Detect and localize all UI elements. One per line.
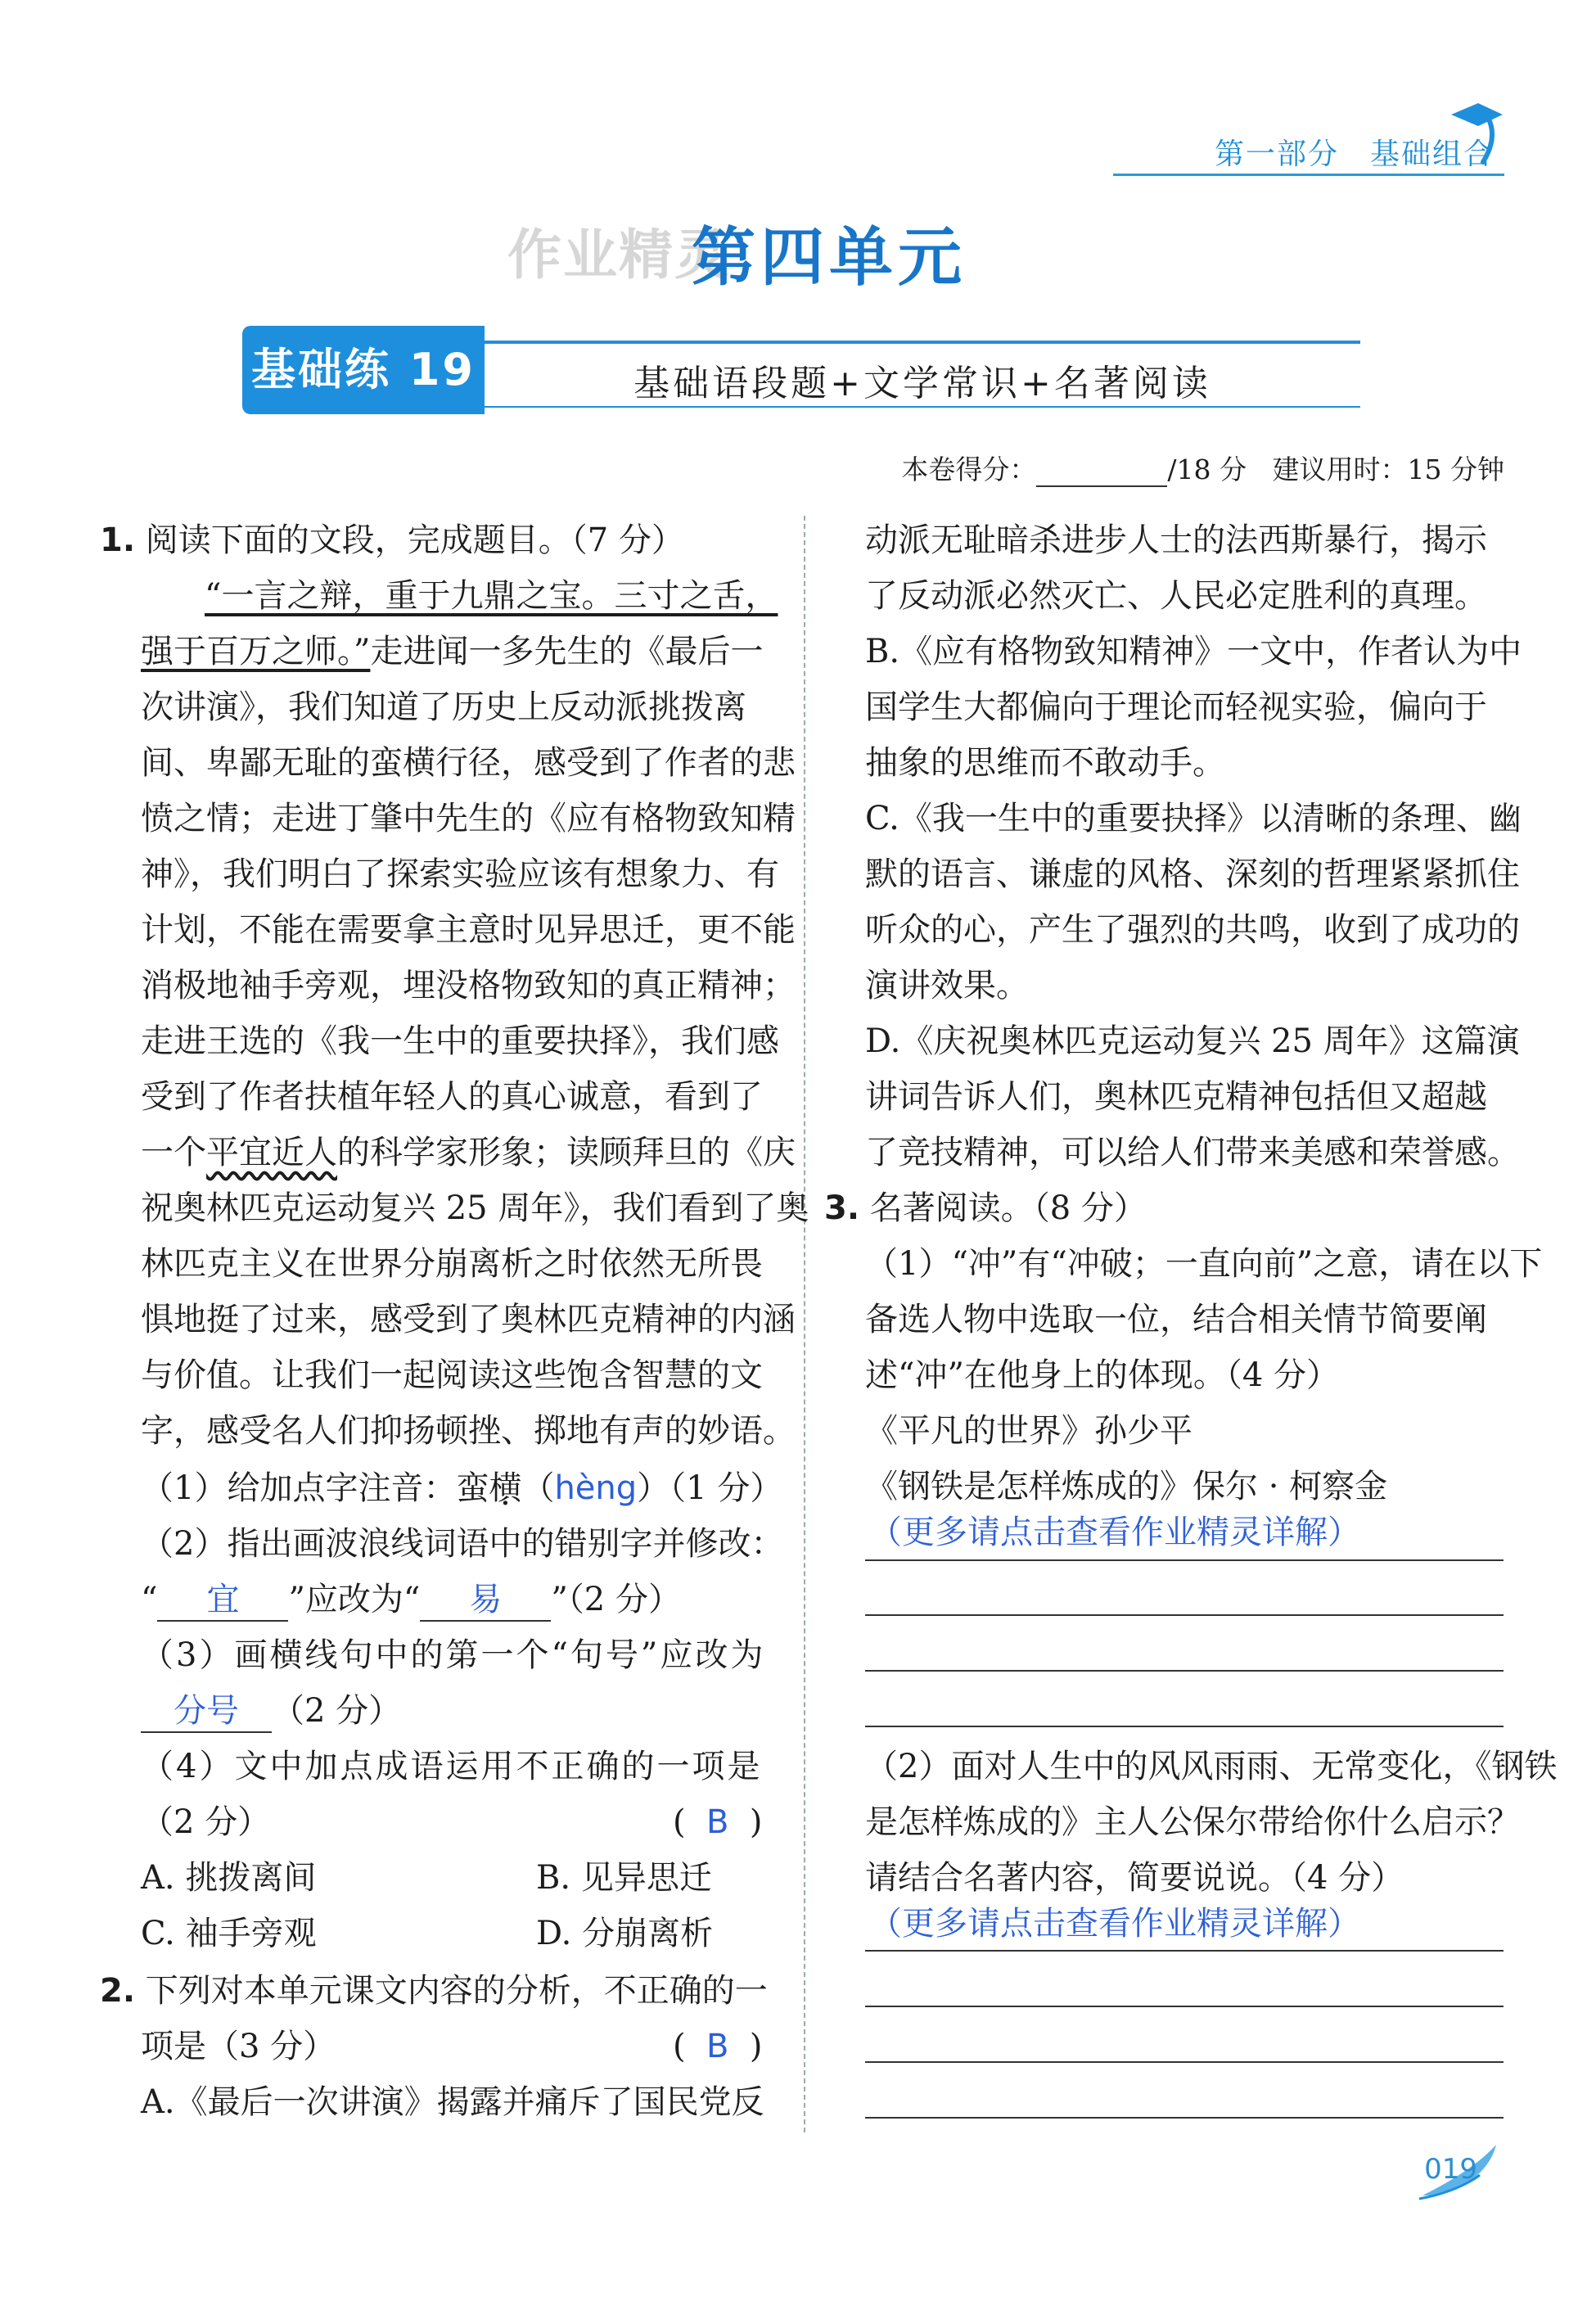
answer-line[interactable] [865, 2061, 1504, 2063]
wavy-underlined-word: 平宜近人 [206, 1134, 337, 1171]
option-b: B.《应有格物致知精神》一文中，作者认为中 [865, 633, 1522, 670]
option-c: C.《我一生中的重要抉择》以清晰的条理、幽 [865, 800, 1522, 837]
score-meta [901, 449, 1504, 487]
answer-line[interactable] [865, 1950, 1504, 1952]
question-1-heading: 1. 阅读下面的文段，完成题目。（7 分） [100, 521, 684, 559]
page-number: 019 [1424, 2153, 1477, 2186]
sub-question-2: （2）指出画波浪线词语中的错别字并修改： [141, 1525, 784, 1563]
question-number: 1. [100, 521, 136, 559]
answer-choice: B [706, 2028, 729, 2065]
question-3-heading: 3. 名著阅读。（8 分） [824, 1189, 1147, 1227]
section-header: 第一部分 基础组合 [1214, 138, 1495, 171]
option-d: D.《庆祝奥林匹克运动复兴 25 周年》这篇演 [865, 1022, 1520, 1060]
sub-question-1: （1）给加点字注音：蛮横（hèng）（1 分） [141, 1469, 783, 1507]
passage-line: 强于百万之师。”走进闻一多先生的《最后一 [141, 633, 764, 670]
sub-question-1-continued: 述“冲”在他身上的体现。（4 分） [865, 1356, 1340, 1394]
question-number: 2. [100, 1972, 136, 2010]
passage-line: 与价值。让我们一起阅读这些饱含智慧的文 [141, 1356, 763, 1394]
option-d: D. 分崩离析 [536, 1915, 714, 1952]
unit-title: 第四单元 [692, 220, 967, 295]
answer-line[interactable] [865, 1670, 1504, 1672]
topic-rule-top [485, 341, 1360, 344]
sub-question-2-continued: 请结合名著内容，简要说说。（4 分） [865, 1859, 1404, 1897]
option-d-continued: 了竞技精神，可以给人们带来美感和荣誉感。 [865, 1134, 1520, 1171]
passage-line: 字，感受名人们抑扬顿挫、掷地有声的妙语。 [141, 1412, 796, 1450]
exercise-badge: 基础练 19 [242, 326, 485, 414]
answer-line[interactable] [865, 1614, 1504, 1616]
topic-rule-bottom [485, 406, 1360, 408]
option-a-continued: 了反动派必然灭亡、人民必定胜利的真理。 [865, 577, 1487, 615]
sub-question-1-continued: 备选人物中选取一位，结合相关情节简要阐 [865, 1301, 1487, 1338]
answer-link[interactable]: （更多请点击查看作业精灵详解） [869, 1905, 1360, 1943]
passage-line: 间、卑鄙无耻的蛮横行径，感受到了作者的悲 [141, 744, 796, 782]
option-b: B. 见异思迁 [536, 1859, 712, 1897]
passage-line: 受到了作者扶植年轻人的真心诚意，看到了 [141, 1078, 763, 1116]
passage-line: 消极地袖手旁观，埋没格物致知的真正精神； [141, 967, 796, 1004]
graduation-cap-icon [1447, 97, 1504, 170]
passage-line: 计划，不能在需要拿主意时见异思迁，更不能 [141, 911, 796, 949]
answer-line[interactable] [865, 2006, 1504, 2007]
option-a: A.《最后一次讲演》揭露并痛斥了国民党反 [141, 2083, 764, 2121]
question-2-heading: 2. 下列对本单元课文内容的分析，不正确的一 [100, 1972, 768, 2010]
sub-question-4: （4）文中加点成语运用不正确的一项是 [141, 1748, 763, 1785]
passage-line: 惧地挺了过来，感受到了奥林匹克精神的内涵 [141, 1301, 796, 1338]
passage-line [205, 568, 778, 624]
header-rule [1113, 174, 1504, 176]
passage-line: 一个平宜近人的科学家形象；读顾拜旦的《庆 [141, 1134, 796, 1171]
passage-line: 愤之情；走进丁肇中先生的《应有格物致知精 [141, 800, 796, 837]
dotted-char: 横 [489, 1469, 522, 1507]
column-divider [804, 516, 805, 2132]
passage-line: 林匹克主义在世界分崩离析之时依然无所畏 [141, 1245, 763, 1283]
option-c-continued: 听众的心，产生了强烈的共鸣，收到了成功的 [865, 911, 1520, 949]
candidate-character: 《钢铁是怎样炼成的》保尔 · 柯察金 [865, 1468, 1388, 1505]
candidate-character: 《平凡的世界》孙少平 [865, 1412, 1192, 1450]
answer-line[interactable] [865, 2117, 1504, 2119]
sub-question-2-continued: 是怎样炼成的》主人公保尔带给你什么启示？ [865, 1803, 1520, 1841]
answer-punctuation[interactable]: 分号 [141, 1690, 272, 1733]
underlined-sentence: 强于百万之师。” [141, 633, 371, 670]
option-b-continued: 抽象的思维而不敢动手。 [865, 744, 1225, 782]
underlined-sentence: “一言之辩，重于九鼎之宝。三寸之舌， [205, 577, 778, 615]
answer-pinyin: hèng [554, 1469, 638, 1507]
answer-choice-box: ( B ) [673, 1803, 763, 1841]
time-label: 建议用时：15 分钟 [1272, 454, 1504, 485]
option-d-continued: 讲词告诉人们，奥林匹克精神包括但又超越 [865, 1078, 1487, 1116]
score-blank[interactable] [1036, 461, 1167, 487]
option-a-continued: 动派无耻暗杀进步人士的法西斯暴行，揭示 [865, 521, 1487, 559]
answer-wrong-char[interactable]: 宜 [157, 1579, 288, 1622]
sub-question-3: （3）画横线句中的第一个“句号”应改为 [141, 1636, 766, 1674]
passage-line: 走进王选的《我一生中的重要抉择》，我们感 [141, 1022, 779, 1060]
option-a: A. 挑拨离间 [141, 1859, 317, 1897]
question-number: 3. [824, 1189, 860, 1227]
option-c: C. 袖手旁观 [141, 1915, 317, 1952]
watermark: 作业精灵 [507, 223, 730, 287]
option-c-continued: 默的语言、谦虚的风格、深刻的哲理紧紧抓住 [865, 855, 1520, 893]
passage-line: 祝奥林匹克运动复兴 25 周年》，我们看到了奥 [141, 1189, 809, 1227]
topic-title: 基础语段题+文学常识+名著阅读 [633, 363, 1211, 404]
answer-line[interactable] [865, 1726, 1504, 1727]
answer-choice-box: ( B ) [673, 2028, 763, 2065]
option-b-continued: 国学生大都偏向于理论而轻视实验，偏向于 [865, 688, 1487, 726]
option-c-continued: 演讲效果。 [865, 967, 1029, 1004]
sub-question-3-answer: 分号 （2 分） [141, 1683, 401, 1739]
sub-question-4-points: （2 分） [141, 1803, 271, 1841]
sub-question-2: （2）面对人生中的风风雨雨、无常变化，《钢铁 [865, 1748, 1558, 1785]
answer-link[interactable]: （更多请点击查看作业精灵详解） [869, 1514, 1360, 1551]
sub-question-1: （1）“冲”有“冲破；一直向前”之意，请在以下 [865, 1245, 1543, 1283]
sub-question-2-answer: “ 宜 ”应改为“ 易 ”（2 分） [141, 1572, 681, 1627]
answer-line[interactable] [865, 1559, 1504, 1561]
answer-correct-char[interactable]: 易 [420, 1579, 551, 1622]
passage-line: 神》，我们明白了探索实验应该有想象力、有 [141, 855, 779, 893]
question-2-points: 项是（3 分） [141, 2028, 336, 2065]
passage-line: 次讲演》，我们知道了历史上反动派挑拨离 [141, 688, 746, 726]
score-label: 本卷得分： [901, 454, 1037, 485]
score-total: /18 分 [1167, 454, 1247, 485]
answer-choice: B [706, 1803, 729, 1841]
